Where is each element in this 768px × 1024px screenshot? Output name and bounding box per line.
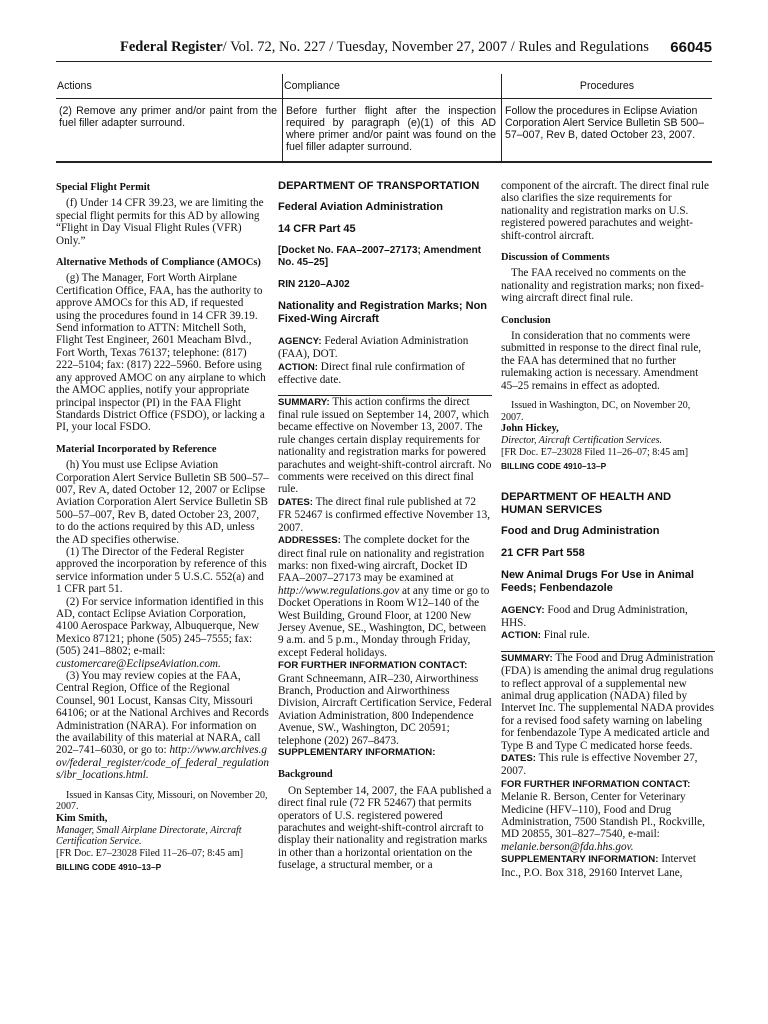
agency-title: Federal Aviation Administration <box>278 201 444 213</box>
agency-text-2: Food and Drug Administration, HHS. <box>501 603 688 629</box>
background-text: On September 14, 2007, the FAA published a direct final rule (72 FR 52467) that permits operators of U.S. registered powered parachutes and weight-shift-control aircraft to display their nationality and registration marks in other than a horizontal orientation on the fuselage, a structural member, or a <box>278 784 492 872</box>
heading-special-flight-permit: Special Flight Permit <box>56 182 151 193</box>
para-h1: (1) The Director of the Federal Register approved the incorporation by reference of this service information under 5 U.S.C. 552(a) and 1 CFR part 51. <box>56 545 267 596</box>
supplementary-label-2: SUPPLEMENTARY INFORMATION: <box>501 854 659 866</box>
supplementary-label: SUPPLEMENTARY INFORMATION: <box>278 747 436 758</box>
para-h: (h) You must use Eclipse Aviation Corporation Alert Service Bulletin SB 500–57–007, Rev A, dated October 12, 2007 or Eclipse Aviation Corporation Alert Service Bulletin SB 500–57–007, Rev B, dated October 23, 2007, to do the actions required by this AD, unless the AD specifies otherwise. <box>56 459 269 546</box>
rin: RIN 2120–AJ02 <box>278 279 350 290</box>
heading-background: Background <box>278 769 333 781</box>
signer-title-2 <box>501 435 715 446</box>
summary-text-2: The Food and Drug Administration (FDA) is amending the animal drug regulations to reflect approval of a supplemental new animal drug application (NADA) filed by Intervet Inc. The supplemental NADA provides for a revised food safety warning on labeling for fenbendazole Type A medicated article and Type B and Type C medicated horse feeds. <box>501 651 714 752</box>
contact-text-2: Melanie R. Berson, Center for Veterinary Medicine (HFV–110), Food and Drug Administration, 7500 Standish Pl., Rockville, MD 20855, 301–827–7540, e-mail: <box>501 791 705 841</box>
cell-compliance: Before further flight after the inspection required by paragraph (e)(1) of this AD where primer and/or paint was found on the fuel filler adapter surround. <box>283 99 502 163</box>
docket-number: [Docket No. FAA–2007–27173; Amendment No. 45–25] <box>278 245 482 268</box>
table-header-row <box>56 74 712 99</box>
rule-title: Nationality and Registration Marks; Non Fixed-Wing Aircraft <box>278 300 488 325</box>
heading-material-ibr: Material Incorporated by Reference <box>56 443 217 455</box>
contact-label: FOR FURTHER INFORMATION CONTACT: <box>278 660 468 672</box>
dates-text: The direct final rule published at 72 FR 52467 is confirmed effective November 13, 2007. <box>278 495 490 534</box>
para-h2 <box>56 596 270 670</box>
department-title: DEPARTMENT OF TRANSPORTATION <box>278 180 480 192</box>
col-header-actions: Actions <box>56 74 283 99</box>
action-line-2 <box>501 629 715 642</box>
signer-title-2-text: Director, Aircraft Certification Services. <box>501 435 662 447</box>
eclipse-email-link[interactable]: customercare@EclipseAviation.com. <box>56 657 221 670</box>
para-h2-text: (2) For service information identified in this AD, contact Eclipse Aviation Corporation, 4100 Aerospace Parkway, Albuquerque, New Mexico 87121; phone (505) 245–7555; fax: (505) 241–8802; e-mail: <box>56 595 264 658</box>
heading-amocs: Alternative Methods of Compliance (AMOCs) <box>56 257 261 269</box>
column-right <box>501 180 715 879</box>
discussion-text: The FAA received no comments on the nationality and registration marks; non fixed-wing aircraft direct final rule. <box>501 267 704 305</box>
issued-line: Issued in Kansas City, Missouri, on November 20, 2007. <box>56 789 268 813</box>
page-number: 66045 <box>670 39 712 56</box>
regulations-url-link[interactable]: http://www.regulations.gov <box>278 584 400 597</box>
rule-title-2: New Animal Drugs For Use in Animal Feeds; Fenbendazole <box>501 568 694 594</box>
cfr-part-2: 21 CFR Part 558 <box>501 546 585 559</box>
action-label: ACTION: <box>278 361 318 373</box>
dates-para <box>278 496 492 534</box>
continued-text: component of the aircraft. The direct final rule also clarifies the size requirements for nationality and registration marks on U.S. registered powered parachutes and weight-shift-control aircraft. <box>501 180 709 242</box>
action-text: Direct final rule confirmation of effective date. <box>278 360 465 387</box>
summary-label-2: SUMMARY: <box>501 652 553 664</box>
agency-label: AGENCY: <box>278 336 322 347</box>
column-left <box>56 180 270 874</box>
heading-conclusion: Conclusion <box>501 314 551 326</box>
header-line <box>120 39 649 56</box>
column-middle <box>278 180 492 872</box>
col-header-procedures: Procedures <box>502 74 713 99</box>
ad-table <box>56 74 712 163</box>
col-header-compliance: Compliance <box>283 74 502 99</box>
page-header <box>56 39 712 62</box>
journal-name: Federal Register <box>120 39 223 55</box>
issued-line-2: Issued in Washington, DC, on November 20, 2007. <box>501 400 691 423</box>
para-g: (g) The Manager, Fort Worth Airplane Certification Office, FAA, has the authority to approve AMOCs for this AD, if requested using the procedures found in 14 CFR 39.19. Send information to ATTN: Mitchell Soth, Flight Test Engineer, 2601 Meacham Blvd., Fort Worth, Texas 76137; telephone: (817) 222–5104; fax: (817) 222–5960. Before using any approved AMOC on any airplane to which the AMOC applies, notify your appropriate principal inspector (PI) in the FAA Flight Standards District Office (FSDO), or lacking a PI, your local FSDO. <box>56 272 266 434</box>
dates-text-2: This rule is effective November 27, 2007. <box>501 752 698 778</box>
action-line <box>278 361 492 387</box>
agency-line <box>278 335 492 361</box>
action-label-2: ACTION: <box>501 630 541 642</box>
agency-title-2: Food and Drug Administration <box>501 524 660 537</box>
contact-text: Grant Schneemann, AIR–230, Airworthiness Branch, Production and Airworthiness Division, Aircraft Certification Service, Federal Aviation Administration, 800 Independence Avenue, SW., Washington, DC 20591; telephone (202) 267–8473. <box>278 672 492 747</box>
dates-label: DATES: <box>278 496 313 508</box>
cfr-part: 14 CFR Part 45 <box>278 223 356 235</box>
supplementary-para-2 <box>501 853 715 879</box>
summary-para-2 <box>501 652 715 752</box>
heading-discussion: Discussion of Comments <box>501 252 610 264</box>
para-h3-text: (3) You may review copies at the FAA, Central Region, Office of the Regional Counsel, 901 Locust, Kansas City, Missouri 64106; or at the National Archives and Records Administration (NARA). For information on the availability of this material at NARA, call 202–741–6030, or go to: <box>56 670 269 757</box>
contact-label-2: FOR FURTHER INFORMATION CONTACT: <box>501 778 691 790</box>
department-title-2: DEPARTMENT OF HEALTH AND HUMAN SERVICES <box>501 490 672 516</box>
para-f: (f) Under 14 CFR 39.23, we are limiting the special flight permits for this AD by allowing “Flight in Day Visual Flight Rules (VFR) Only.” <box>56 197 264 247</box>
table-row <box>56 99 712 163</box>
fr-doc-2: [FR Doc. E7–23028 Filed 11–26–07; 8:45 am] <box>501 446 689 458</box>
addresses-label: ADDRESSES: <box>278 535 341 547</box>
contact-para <box>278 659 492 747</box>
nara-url-link[interactable]: http://www.archives.gov/federal_register/code_of_federal_regulations/ibr_locations.html. <box>56 744 269 782</box>
signer-name: Kim Smith, <box>56 812 108 824</box>
billing-code: BILLING CODE 4910–13–P <box>56 862 162 873</box>
dates-para-2 <box>501 752 715 778</box>
conclusion-text: In consideration that no comments were submitted in response to the direct final rule, the FAA has determined that no further rulemaking action is necessary. Amendment 45–25 remains in effect as adopted. <box>501 330 702 392</box>
agency-line-2 <box>501 604 715 630</box>
dates-label-2: DATES: <box>501 753 536 764</box>
billing-code-2: BILLING CODE 4910–13–P <box>501 461 607 472</box>
summary-para <box>278 396 492 496</box>
summary-label: SUMMARY: <box>278 396 330 408</box>
cell-procedure: Follow the procedures in Eclipse Aviation Corporation Alert Service Bulletin SB 500–57–007, Rev B, dated October 23, 2007. <box>502 99 713 163</box>
fr-doc: [FR Doc. E7–23028 Filed 11–26–07; 8:45 am] <box>56 847 244 859</box>
addresses-text-2: at any time or go to Docket Operations in Room W12–140 of the West Building, Ground Floor, at 1200 New Jersey Avenue, SE., Washington, DC, between 9 a.m. and 5 p.m., Monday through Friday, except Federal holidays. <box>278 584 490 659</box>
signer-title <box>56 825 270 848</box>
header-issue: / Vol. 72, No. 227 / Tuesday, November 27, 2007 / Rules and Regulations <box>222 39 649 55</box>
supplementary-text-2: Intervet Inc., P.O. Box 318, 29160 Intervet Lane, <box>501 853 696 879</box>
summary-text: This action confirms the direct final rule issued on September 14, 2007, which became effective on November 13, 2007. The rule changes certain display requirements for nationality and registration marks for powered parachutes and weight-shift-control aircraft. No comments were received on this direct final rule. <box>278 395 492 496</box>
addresses-para <box>278 534 492 659</box>
cell-action: (2) Remove any primer and/or paint from the fuel filler adapter surround. <box>56 99 283 163</box>
agency-label-2: AGENCY: <box>501 604 545 616</box>
signer-name-2: John Hickey, <box>501 422 559 434</box>
fda-email-link[interactable]: melanie.berson@fda.hhs.gov. <box>501 840 634 853</box>
para-h3 <box>56 670 270 782</box>
signer-title-text: Manager, Small Airplane Directorate, Aircraft Certification Service. <box>56 824 242 848</box>
contact-para-2 <box>501 778 715 853</box>
addresses-text: The complete docket for the direct final rule on nationality and registration marks: non fixed-wing aircraft, Docket ID FAA–2007–27173 may be examined at <box>278 534 485 585</box>
agency-text: Federal Aviation Administration (FAA), DOT. <box>278 335 469 361</box>
action-text-2: Final rule. <box>543 629 590 642</box>
